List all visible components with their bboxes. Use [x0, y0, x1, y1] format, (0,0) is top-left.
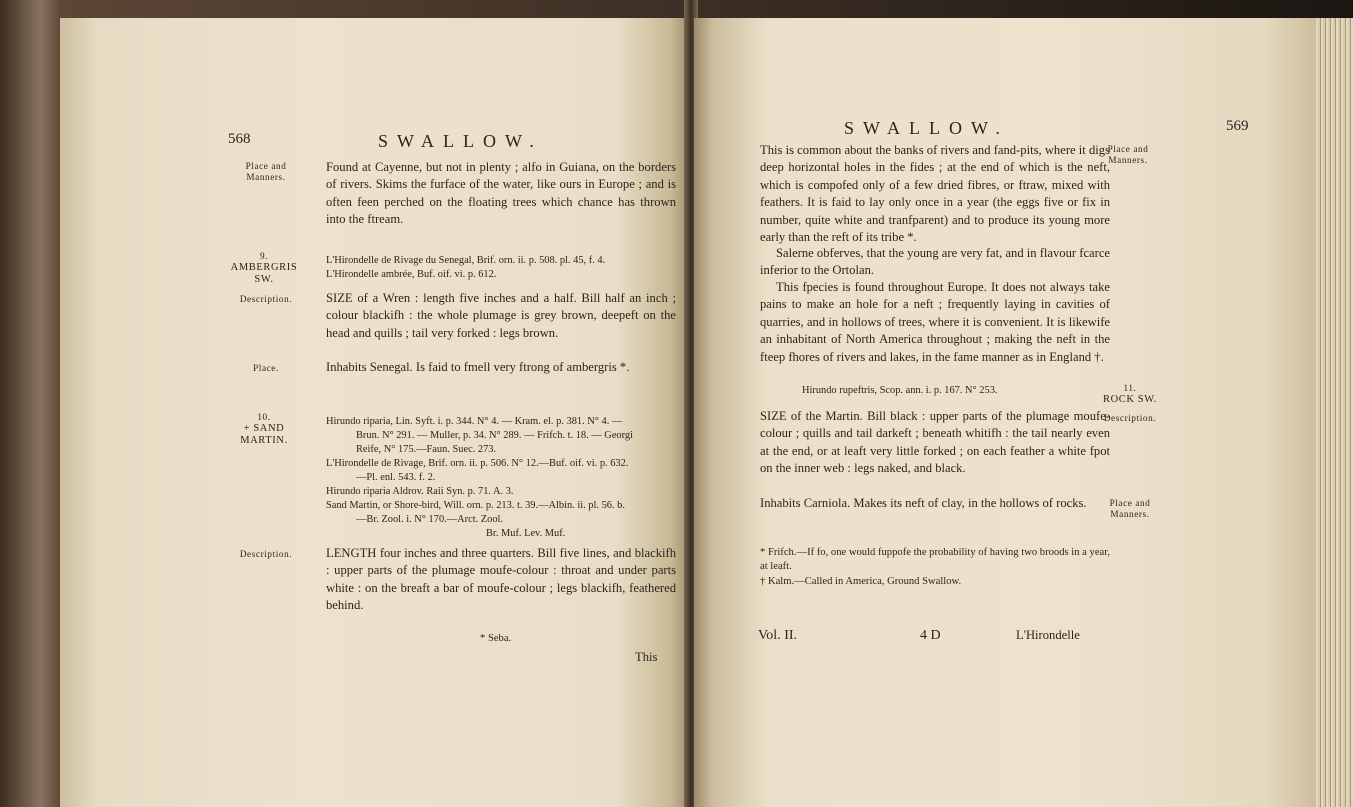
- margin-place-manners: Place and Manners.: [1109, 498, 1151, 519]
- page-number: 569: [1226, 118, 1249, 134]
- synonym-line: Hirundo rupeftris, Scop. ann. i. p. 167. N° 253.: [802, 385, 998, 396]
- signature-mark: 4 D: [920, 628, 941, 643]
- left-page: [60, 18, 690, 807]
- place-paragraph: Inhabits Senegal. Is faid to fmell very ftrong of ambergris *.: [326, 360, 630, 374]
- footnote: * Frifch.—If fo, one would fuppofe the probability of having two broods in a year, at leaft.: [760, 547, 1110, 573]
- page-number: 568: [228, 131, 251, 147]
- margin-place: Place.: [253, 363, 279, 373]
- description-paragraph: SIZE of a Wren : length five inches and a half. Bill half an inch ; colour blackifh : the whole plumage is grey brown, deepeft on the head and quills ; tail very forked : legs brown.: [326, 291, 676, 340]
- species-name-2: MARTIN.: [240, 435, 288, 446]
- synonym-line: Br. Muf. Lev. Muf.: [486, 528, 566, 539]
- description-paragraph: SIZE of the Martin. Bill black : upper parts of the plumage moufe-colour ; quills and tail darkeft ; beneath whitifh : the tail nearly even at the end, or at leaft very little forked ; on each feather a white fpot on the inner web : legs naked, and black.: [760, 409, 1110, 476]
- synonym-line: Hirundo riparia, Lin. Syft. i. p. 344. N° 4. — Kram. el. p. 381. N° 4. —: [326, 416, 623, 427]
- running-head: SWALLOW.: [378, 131, 543, 151]
- species-name: AMBERGRIS: [230, 262, 298, 273]
- catchword: L'Hirondelle: [1016, 628, 1080, 642]
- catchword: This: [635, 650, 658, 664]
- right-page: [694, 18, 1316, 807]
- paragraph: This is common about the banks of rivers and fand-pits, where it digs deep horizontal holes in the fides ; at the end of which is the neft, which is compofed only of a few dried fibres, or ftraw, mixed with feathers. It is faid to lay only once in a year (the eggs five or fix in number, quite white and tranfparent) and to produce its young more early than the reft of its tribe *.: [760, 143, 1110, 244]
- synonym-line: Brun. N° 291. — Muller, p. 34. N° 289. — Frifch. t. 18. — Georgi: [356, 430, 633, 441]
- footnote: † Kalm.—Called in America, Ground Swallow.: [760, 576, 962, 587]
- paragraph: Salerne obferves, that the young are very fat, and in flavour fcarce inferior to the Ortolan.: [760, 246, 1110, 278]
- species-name: + SAND: [243, 423, 285, 434]
- species-number: 11.: [1123, 383, 1137, 393]
- volume-signature: Vol. II.: [758, 628, 798, 643]
- synonym-line: L'Hirondelle ambrée, Buf. oif. vi. p. 612.: [326, 269, 497, 280]
- footnote: * Seba.: [480, 633, 512, 644]
- synonym-line: Reife, N° 175.—Faun. Suec. 273.: [356, 444, 497, 455]
- synonym-line: L'Hirondelle de Rivage du Senegal, Brif. orn. ii. p. 508. pl. 45, f. 4.: [326, 255, 606, 266]
- paragraph: This fpecies is found throughout Europe. It does not always take pains to make an hole for a neft ; frequently laying in cavities of quarries, and in hollows of trees, where it is convenient. It is likewife an inhabitant of North America throughout ; making the neft in the fteep fhores of rivers and lakes, in the fame manner as in England †.: [760, 280, 1110, 364]
- synonym-line: L'Hirondelle de Rivage, Brif. orn. ii. p. 506. N° 12.—Buf. oif. vi. p. 632.: [326, 458, 629, 469]
- margin-place-manners: Place and Manners.: [245, 161, 287, 182]
- page-edges: [1313, 18, 1353, 807]
- margin-description: Description.: [239, 549, 293, 559]
- synonym-line: Hirundo riparia Aldrov. Raii Syn. p. 71. A. 3.: [326, 486, 514, 497]
- margin-description: Description.: [1103, 413, 1157, 423]
- place-paragraph: Inhabits Carniola. Makes its neft of clay, in the hollows of rocks.: [760, 496, 1087, 510]
- species-number: 10.: [257, 412, 271, 422]
- description-paragraph: LENGTH four inches and three quarters. Bill five lines, and blackifh : upper parts of the plumage moufe-colour : throat and under parts white : on the breaft a bar of moufe-colour ; legs blackifh, feathered behind.: [326, 546, 676, 613]
- synonym-line: —Br. Zool. i. N° 170.—Arct. Zool.: [356, 514, 504, 525]
- species-name: ROCK SW.: [1102, 394, 1157, 405]
- margin-description: Description.: [239, 294, 293, 304]
- synonym-line: Sand Martin, or Shore-bird, Will. orn. p. 213. t. 39.—Albin. ii. pl. 56. b.: [326, 500, 625, 511]
- running-head: SWALLOW.: [844, 118, 1009, 138]
- synonym-line: —Pl. enl. 543. f. 2.: [356, 472, 436, 483]
- species-number: 9.: [259, 251, 269, 261]
- paragraph-place: Found at Cayenne, but not in plenty ; alfo in Guiana, on the borders of rivers. Skims the furface of the water, like ours in Europe ; and is often feen perched on the floating trees which chance has thrown into the ftream.: [326, 160, 676, 227]
- species-name-2: SW.: [254, 274, 274, 285]
- margin-place-manners: Place and Manners.: [1107, 144, 1149, 165]
